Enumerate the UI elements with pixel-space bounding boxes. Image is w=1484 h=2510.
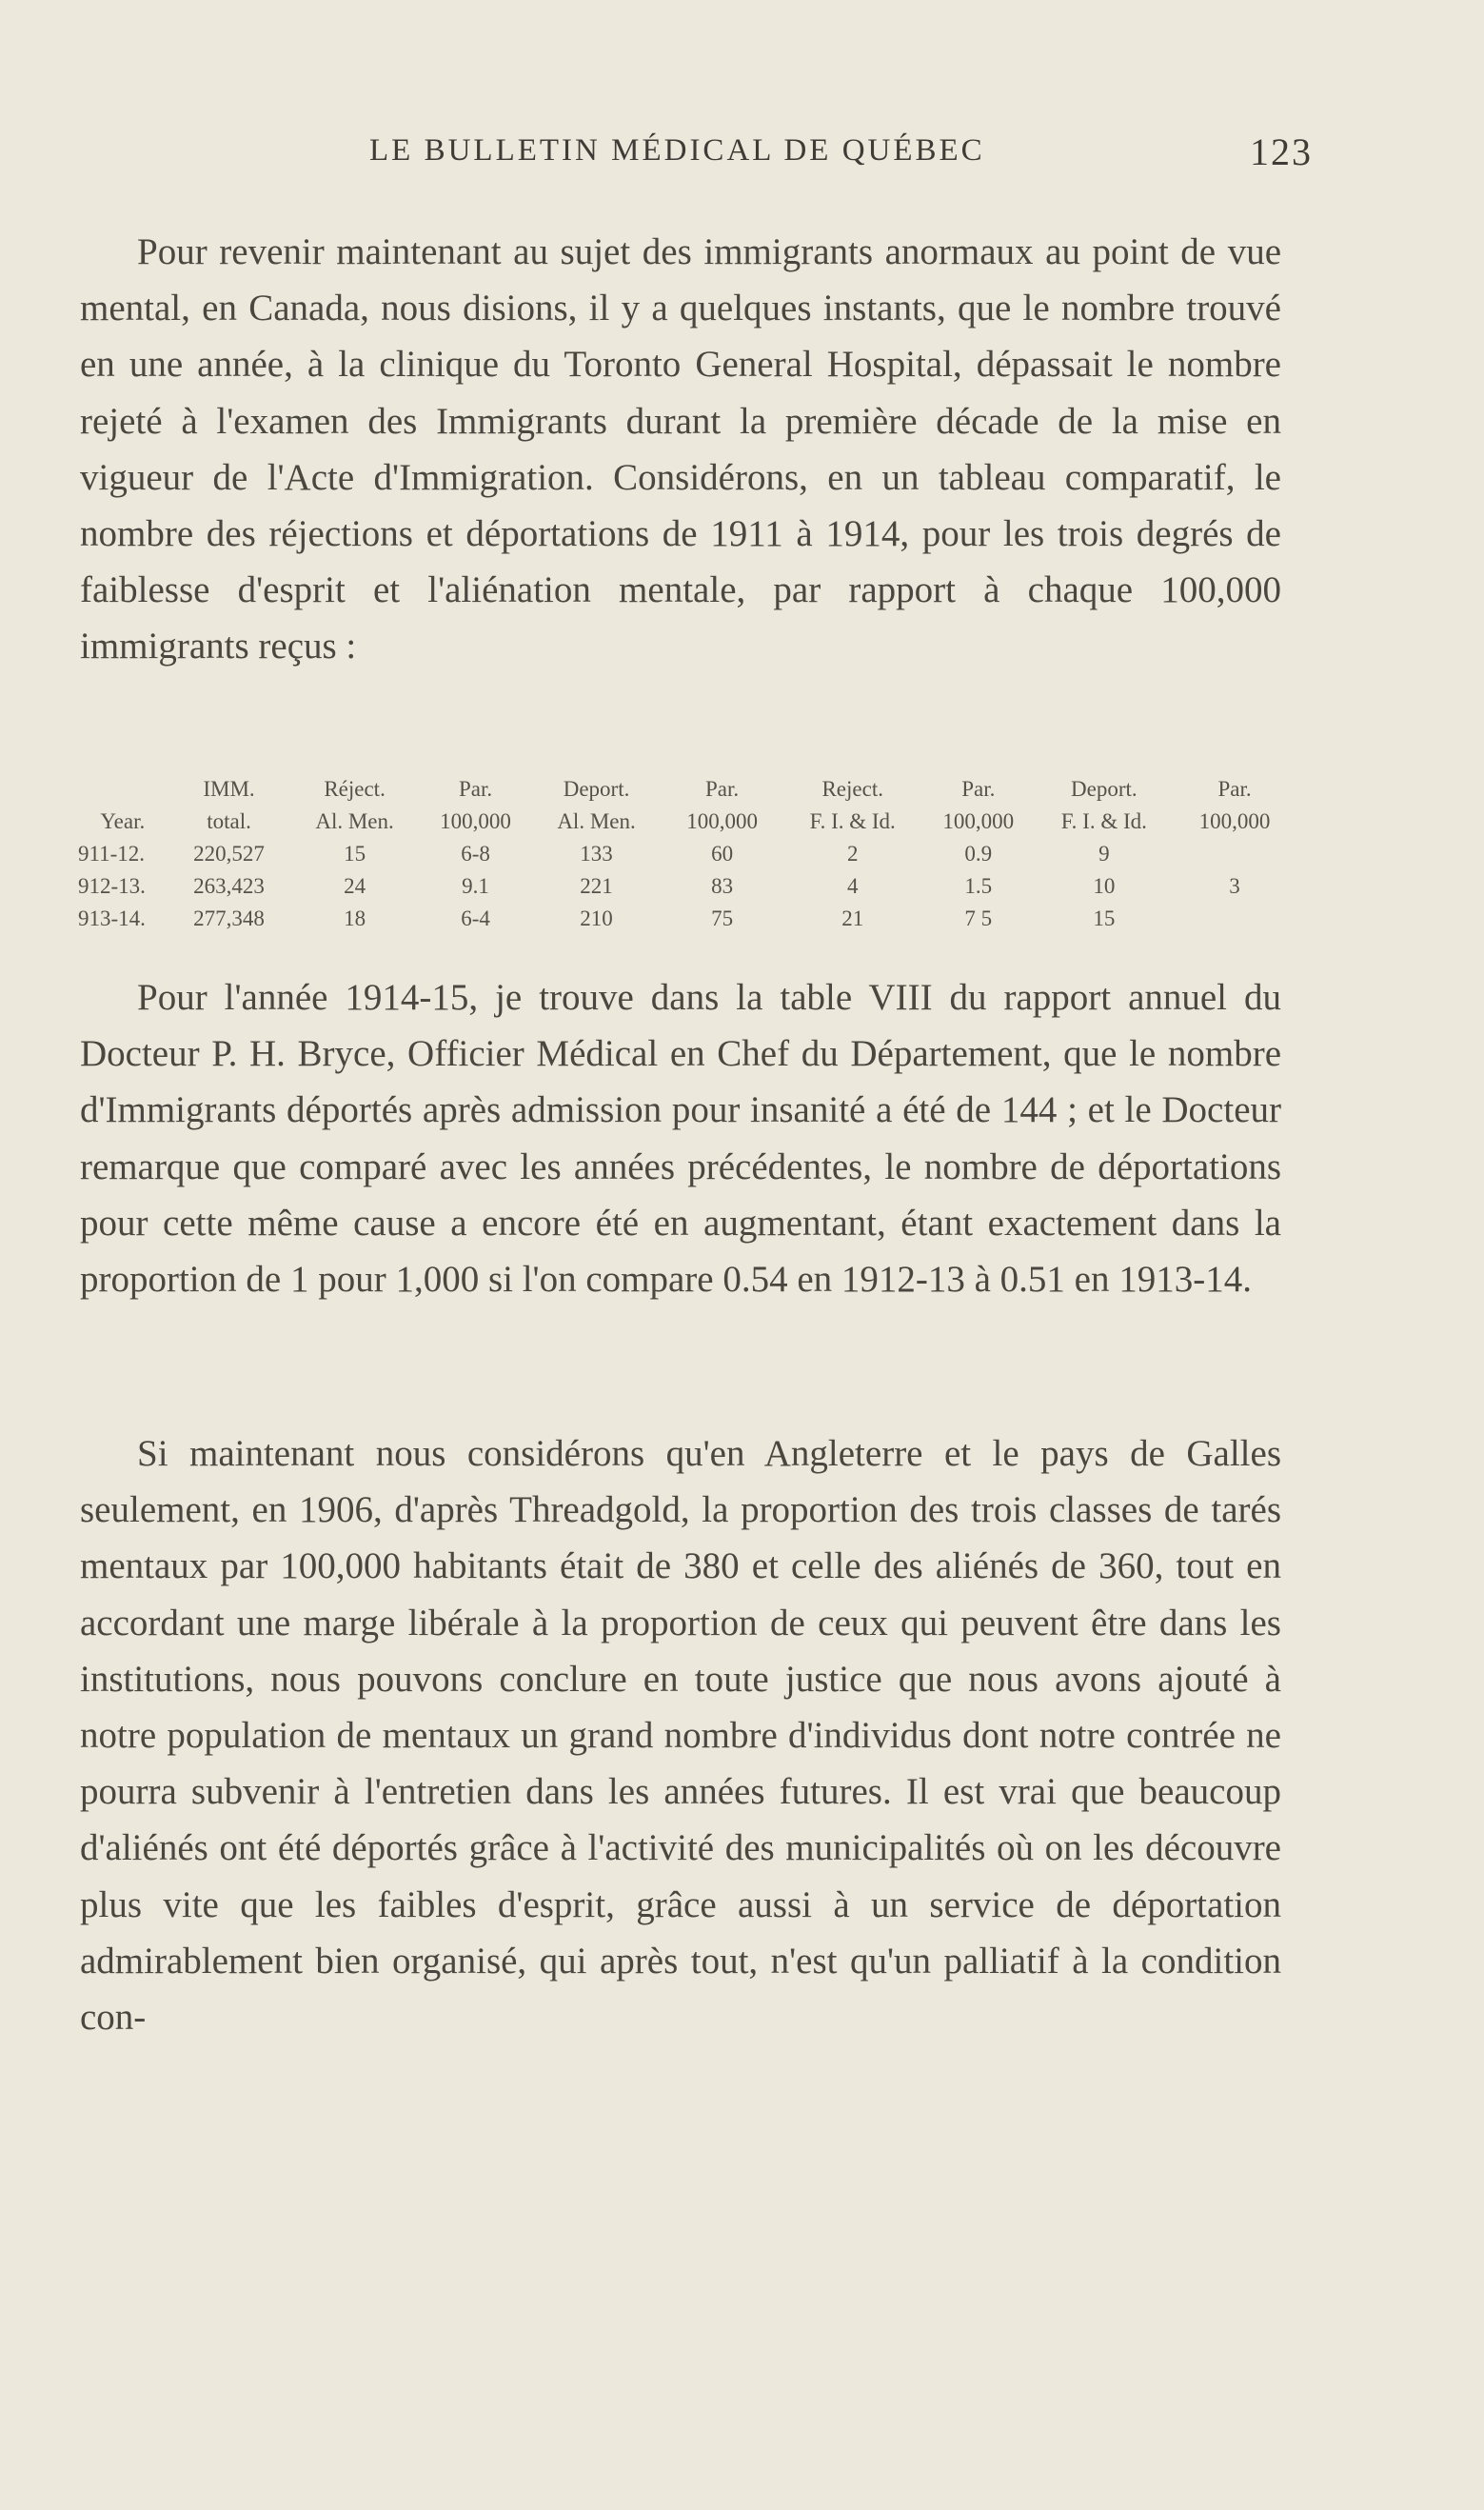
table-cell: 263,423 — [193, 874, 265, 898]
table-row — [74, 870, 1293, 903]
table-header-cell: F. I. & Id. — [809, 809, 896, 833]
table-cell: 220,527 — [193, 842, 265, 866]
table-cell: 210 — [580, 906, 613, 930]
table-cell — [1177, 838, 1293, 870]
table-header-cell: Réject. — [324, 777, 386, 801]
table-cell: 15 — [344, 842, 366, 866]
table-header-cell: Par. — [1217, 777, 1252, 801]
table-cell: 15 — [1093, 906, 1116, 930]
statistics-table — [74, 773, 1293, 935]
table-header-cell: Al. Men. — [315, 809, 394, 833]
table-header-cell: IMM. — [203, 777, 255, 801]
table-cell: 75 — [711, 906, 734, 930]
table-cell: 4 — [846, 874, 859, 898]
table-header-cell: Par. — [961, 777, 996, 801]
table-header-row — [74, 773, 1293, 806]
table-cell: 0.9 — [964, 842, 993, 866]
table-cell: 9 — [1098, 842, 1110, 866]
table-cell: 60 — [711, 842, 734, 866]
table-row — [74, 903, 1293, 935]
table-header-cell — [74, 773, 171, 806]
table-header-cell: 100,000 — [1198, 809, 1271, 833]
paragraph-1: Pour revenir maintenant au sujet des immigrants anormaux au point de vue mental, en Canada, nous disions, il y a quelques instants, que le nombre trouvé en une année, à la clinique du Toronto General Hospital, dépassait le nombre rejeté à l'examen des Immigrants durant la première décade de la mise en vigueur de l'Acte d'Immigration. Considérons, en un tableau comparatif, le nombre des réjections et déportations de 1911 à 1914, pour les trois degrés de faiblesse d'esprit et l'aliénation mentale, par rapport à chaque 100,000 immigrants reçus : — [80, 231, 1281, 667]
table-cell: 133 — [580, 842, 613, 866]
table-header-cell: Al. Men. — [557, 809, 636, 833]
table-cell: 6-4 — [461, 906, 490, 930]
table-cell: 6-8 — [461, 842, 490, 866]
paragraph-2: Pour l'année 1914-15, je trouve dans la table VIII du rapport annuel du Docteur P. H. Bryce, Officier Médical en Chef du Département, que le nombre d'Immigrants déportés après admission pour insanité a été de 144 ; et le Docteur remarque que comparé avec les années précédentes, le nombre de déportations pour cette même cause a encore été en augmentant, étant exactement dans la proportion de 1 pour 1,000 si l'on compare 0.54 en 1912-13 à 0.51 en 1913-14. — [80, 977, 1281, 1301]
paragraph-3: Si maintenant nous considérons qu'en Angleterre et le pays de Galles seulement, en 1906, d'après Threadgold, la proportion des trois classes de tarés mentaux par 100,000 habitants était de 380 et celle des aliénés de 360, tout en accordant une marge libérale à la proportion de ceux qui peuvent être dans les institutions, nous pouvons conclure en toute justice que nous avons ajouté à notre population de mentaux un grand nombre d'individus dont notre contrée ne pourra subvenir à l'entretien dans les années futures. Il est vrai que beaucoup d'aliénés ont été déportés grâce à l'activité des municipalités où on les découvre plus vite que les faibles d'esprit, grâce aussi à un service de déportation admirablement bien organisé, qui après tout, n'est qu'un palliatif à la condition con- — [80, 1433, 1281, 2039]
table-header-cell: Year. — [100, 809, 146, 833]
table-cell: 911-12. — [78, 842, 146, 866]
table-cell: 24 — [344, 874, 366, 898]
table-header-cell: Deport. — [563, 777, 630, 801]
table-header-cell: Reject. — [821, 777, 883, 801]
table-cell: 7 5 — [964, 906, 993, 930]
table-cell: 277,348 — [193, 906, 265, 930]
table-cell: 3 — [1229, 874, 1240, 898]
table-header-cell: 100,000 — [942, 809, 1015, 833]
table-header-row — [74, 806, 1293, 838]
table-cell: 83 — [711, 874, 734, 898]
table-header-cell: 100,000 — [686, 809, 758, 833]
table-cell: 913-14. — [78, 906, 146, 930]
table-cell: 2 — [846, 842, 859, 866]
table-row — [74, 838, 1293, 870]
table-cell: 18 — [344, 906, 366, 930]
running-title: LE BULLETIN MÉDICAL DE QUÉBEC — [369, 133, 985, 168]
table-cell: 9.1 — [462, 874, 489, 898]
table-cell: 1.5 — [964, 874, 993, 898]
table-header-cell: Deport. — [1071, 777, 1138, 801]
table-header-cell: Par. — [458, 777, 493, 801]
table-header-cell: total. — [207, 809, 251, 833]
page-number: 123 — [1250, 130, 1313, 173]
table-cell: 912-13. — [78, 874, 146, 898]
table-header-cell: F. I. & Id. — [1060, 809, 1147, 833]
table-header-cell: 100,000 — [440, 809, 511, 833]
table-cell: 221 — [580, 874, 613, 898]
table-header-cell: Par. — [705, 777, 740, 801]
table-cell: 21 — [841, 906, 864, 930]
table-cell — [1177, 903, 1293, 935]
table-cell: 10 — [1093, 874, 1116, 898]
